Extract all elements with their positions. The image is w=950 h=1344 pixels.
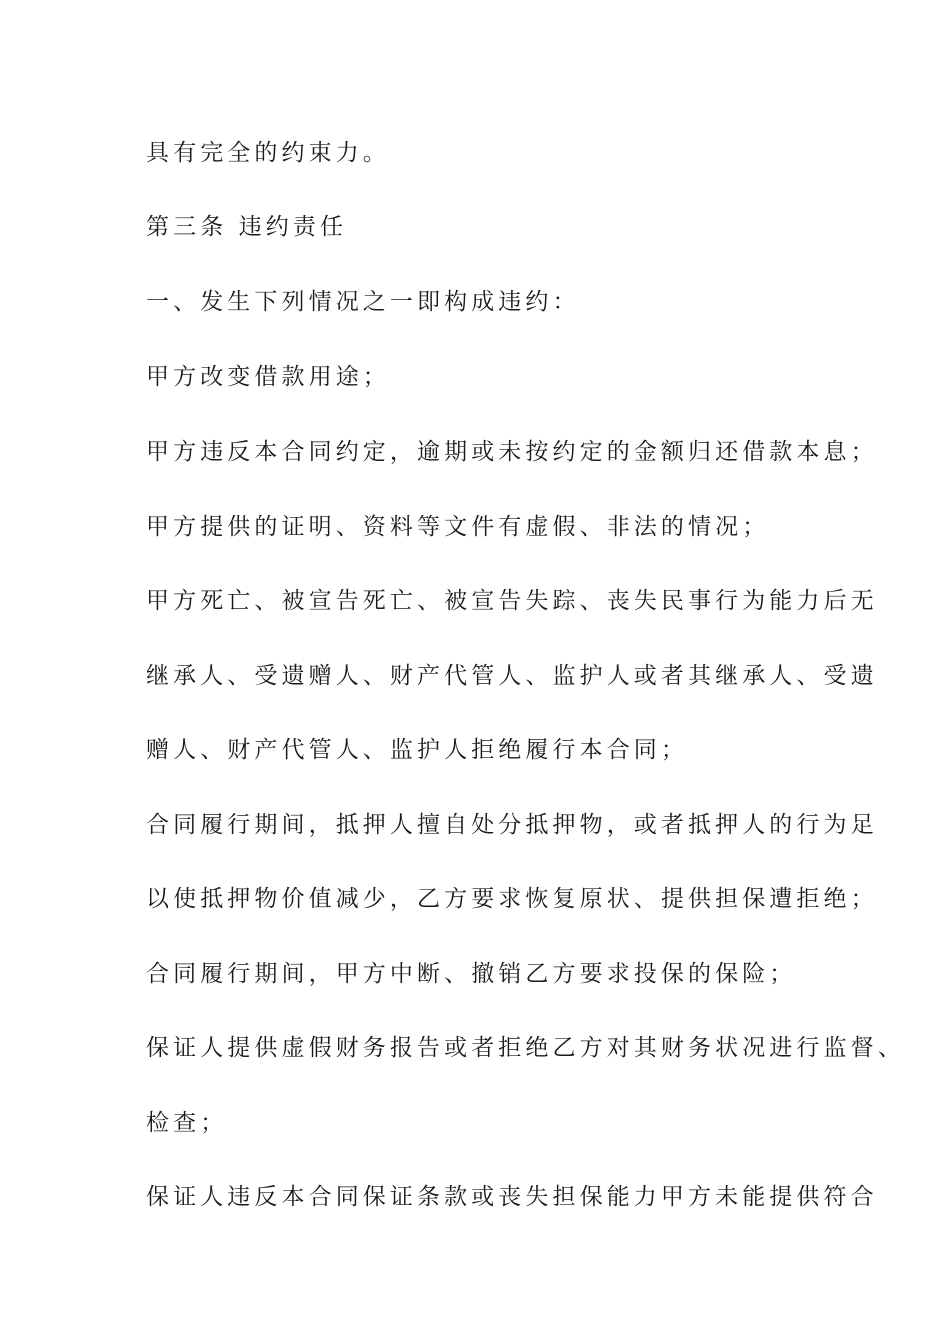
text-line: 赠人、财产代管人、监护人拒绝履行本合同； [146, 737, 688, 763]
text-line: 甲方死亡、被宣告死亡、被宣告失踪、丧失民事行为能力后无 [146, 588, 878, 614]
text-line: 具有完全的约束力。 [146, 140, 390, 166]
text-line: 检查； [146, 1110, 228, 1136]
text-line: 保证人违反本合同保证条款或丧失担保能力甲方未能提供符合 [146, 1184, 878, 1210]
section-heading: 第三条 违约责任 [146, 214, 348, 240]
text-line: 甲方违反本合同约定，逾期或未按约定的金额归还借款本息； [146, 439, 878, 465]
text-line: 保证人提供虚假财务报告或者拒绝乙方对其财务状况进行监督、 [146, 1035, 905, 1061]
text-line: 继承人、受遗赠人、财产代管人、监护人或者其继承人、受遗 [146, 663, 878, 689]
text-line: 以使抵押物价值减少，乙方要求恢复原状、提供担保遭拒绝； [146, 886, 878, 912]
text-line: 合同履行期间，抵押人擅自处分抵押物，或者抵押人的行为足 [146, 812, 878, 838]
text-line: 甲方提供的证明、资料等文件有虚假、非法的情况； [146, 514, 770, 540]
text-line: 一、发生下列情况之一即构成违约： [146, 289, 580, 315]
text-line: 甲方改变借款用途； [146, 364, 390, 390]
text-line: 合同履行期间，甲方中断、撤销乙方要求投保的保险； [146, 961, 797, 987]
